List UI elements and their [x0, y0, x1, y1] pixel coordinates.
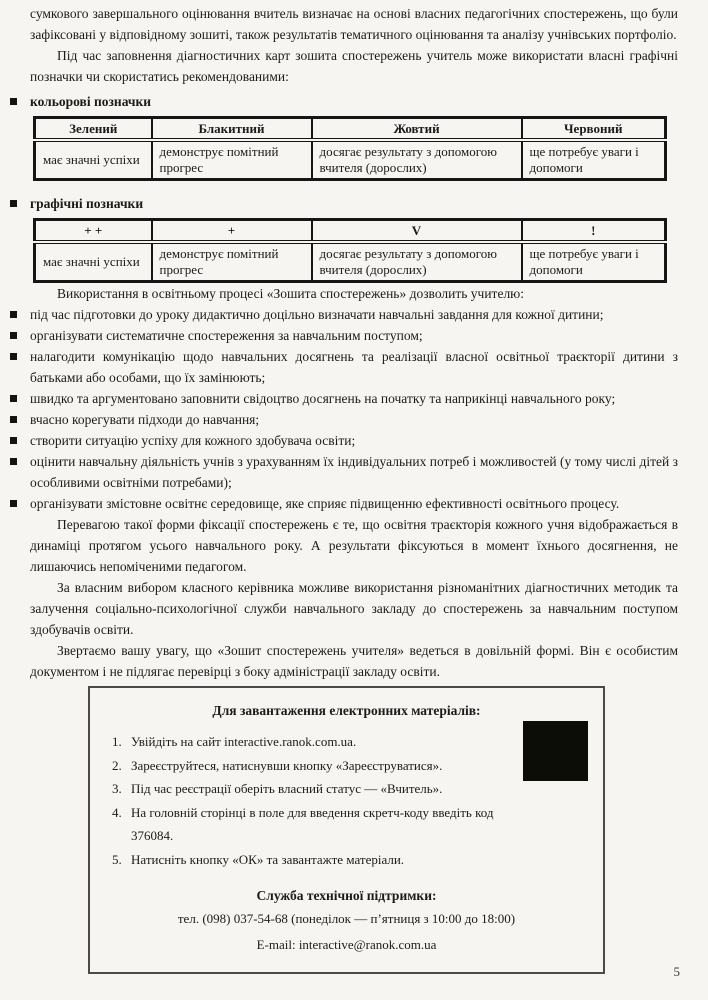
square-bullet-icon	[10, 332, 17, 339]
step-number: 3.	[112, 781, 122, 796]
header-cell-red: Червоний	[522, 118, 666, 141]
step-number: 5.	[112, 851, 122, 867]
header-cell-blue: Блакитний	[152, 118, 312, 141]
table-header-row	[35, 118, 666, 141]
list-item-text: створити ситуацію успіху для кожного здобувача освіти;	[30, 433, 356, 448]
step-text: Увійдіть на сайт interactive.ranok.com.ua.	[131, 734, 357, 749]
support-phone: тел. (098) 037-54-68 (понеділок — п’ятниця з 10:00 до 18:00)	[177, 911, 516, 926]
table-cell: демонструє помітний прогрес	[152, 242, 312, 282]
square-bullet-icon	[10, 458, 17, 465]
square-bullet-icon	[10, 353, 17, 360]
list-item	[30, 325, 678, 346]
header-cell-green: Зелений	[35, 118, 152, 141]
square-bullet-icon	[10, 200, 17, 207]
list-item-text: організувати систематичне спостереження за навчальним поступом;	[30, 328, 423, 343]
paragraph-notice: Звертаємо вашу увагу, що «Зошит спостережень учителя» ведеться в довільній формі. Він є особистим документом і не підлягає перевірці з боку адміністрації закладу освіти.	[30, 643, 678, 679]
bullet-label-color-marks: кольорові позначки	[30, 94, 152, 109]
support-email: E-mail: interactive@ranok.com.ua	[256, 936, 437, 952]
square-bullet-icon	[10, 98, 17, 105]
header-cell-plus-plus: + +	[35, 220, 152, 243]
list-item	[30, 430, 678, 451]
list-item-text: швидко та аргументовано заповнити свідоцтво досягнень на початку та наприкінці навчального року;	[30, 391, 616, 406]
square-bullet-icon	[10, 395, 17, 402]
step-number: 4.	[112, 804, 122, 820]
list-item-text: налагодити комунікацію щодо навчальних досягнень та реалізації власної освітньої траєкторії дитини з батьками або особами, що їх замінюють;	[30, 349, 678, 385]
download-steps-list	[104, 730, 524, 871]
step-text: Під час реєстрації оберіть власний статус — «Вчитель».	[131, 781, 443, 796]
page-number: 5	[673, 964, 680, 979]
graphic-marks-table	[33, 218, 667, 283]
list-item-text: під час підготовки до уроку дидактично доцільно визначати навчальні завдання для кожної дитини;	[30, 307, 604, 322]
table-cell: має значні успіхи	[35, 242, 152, 282]
step-item	[104, 730, 524, 754]
header-cell-exclamation: !	[522, 220, 666, 243]
list-item	[30, 304, 678, 325]
step-text: На головній сторінці в поле для введення скретч-коду введіть код 376084.	[131, 804, 494, 843]
square-bullet-icon	[10, 500, 17, 507]
step-number: 1.	[112, 734, 122, 749]
step-text: Натисніть кнопку «ОК» та завантажте матеріали.	[131, 851, 405, 867]
table-cell: ще потребує уваги і допомоги	[522, 140, 666, 180]
table-header-row	[35, 220, 666, 243]
benefits-list	[30, 304, 678, 514]
step-item	[104, 754, 524, 778]
download-box-title: Для завантаження електронних матеріалів:	[212, 703, 481, 718]
support-title: Служба технічної підтримки:	[256, 888, 437, 903]
table-row	[35, 140, 666, 180]
list-item	[30, 346, 678, 388]
color-marks-table	[33, 116, 667, 181]
paragraph-marks-intro: Під час заповнення діагностичних карт зошита спостережень учитель може використати власні графічні позначки чи скористатись рекомендованими:	[30, 48, 678, 84]
list-item	[30, 409, 678, 430]
header-cell-yellow: Жовтий	[312, 118, 522, 141]
bullet-graphic-marks	[30, 193, 678, 214]
bullet-label-graphic-marks: графічні позначки	[30, 196, 144, 211]
paragraph-continuation: сумкового завершального оцінювання вчитель визначає на основі власних педагогічних спостережень, що були зафіксовані у відповідному зошиті, також результатів тематичного оцінювання та аналізу учнівських портфоліо.	[30, 6, 678, 42]
step-number: 2.	[112, 757, 122, 773]
paragraph-benefits-intro: Використання в освітньому процесі «Зошита спостережень» дозволить учителю:	[57, 286, 525, 301]
list-item-text: оцінити навчальну діяльність учнів з урахуванням їх індивідуальних потреб і можливостей (у тому числі дітей з особливими освітніми потребами);	[30, 454, 678, 490]
list-item-text: вчасно корегувати підходи до навчання;	[30, 412, 260, 427]
table-cell: має значні успіхи	[35, 140, 152, 180]
bullet-color-marks	[30, 91, 678, 112]
list-item	[30, 451, 678, 493]
list-item-text: організувати змістовне освітнє середовище, яке сприяє підвищенню ефективності освітнього процесу.	[30, 496, 620, 511]
table-cell: досягає результату з допомогою вчителя (дорослих)	[312, 140, 522, 180]
list-item	[30, 388, 678, 409]
step-item	[104, 801, 524, 848]
square-bullet-icon	[10, 437, 17, 444]
square-bullet-icon	[10, 416, 17, 423]
header-cell-plus: +	[152, 220, 312, 243]
qr-code-placeholder	[523, 721, 588, 781]
step-item	[104, 777, 524, 801]
header-cell-v: V	[312, 220, 522, 243]
table-cell: демонструє помітний прогрес	[152, 140, 312, 180]
step-item	[104, 848, 524, 872]
paragraph-advantage: Перевагою такої форми фіксації спостережень є те, що освітня траєкторія кожного учня відображається в динаміці протягом усього навчального року. А результати фіксуються в момент їхнього досягнення, не лишаючись непоміченими педагогом.	[30, 517, 678, 574]
step-text: Зареєструйтеся, натиснувши кнопку «Зареєструватися».	[131, 757, 443, 773]
table-cell: ще потребує уваги і допомоги	[522, 242, 666, 282]
table-cell: досягає результату з допомогою вчителя (дорослих)	[312, 242, 522, 282]
square-bullet-icon	[10, 311, 17, 318]
paragraph-choice: За власним вибором класного керівника можливе використання різноманітних діагностичних методик та залучення соціально-психологічної служби навчального закладу до спостережень за навчальним поступом здобувачів освіти.	[30, 580, 678, 637]
table-row	[35, 242, 666, 282]
download-materials-box	[88, 686, 605, 974]
list-item	[30, 493, 678, 514]
